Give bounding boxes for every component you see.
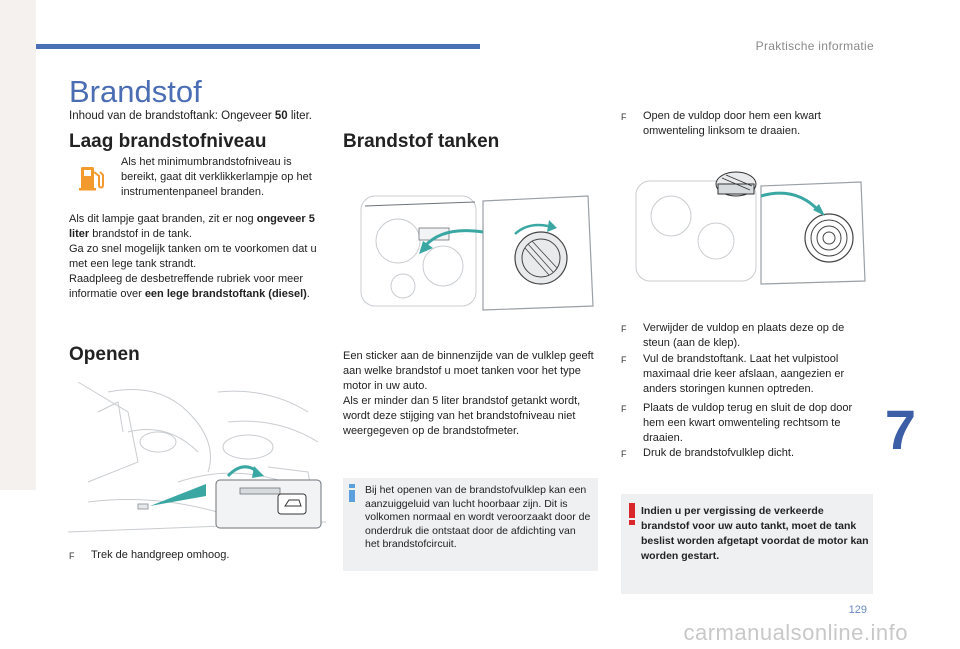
low-fuel-text-2: Ga zo snel mogelijk tanken om te voorkomen dat u met een lege tank strandt. [69, 243, 317, 270]
bullet-marker: F [621, 449, 627, 459]
tank-capacity [69, 110, 312, 122]
page-title: Brandstof [69, 74, 202, 109]
capacity-suffix: liter. [287, 110, 312, 122]
heading-opening: Openen [69, 344, 140, 365]
illustration-fuel-filler-cap [343, 186, 599, 320]
info-icon [349, 484, 355, 502]
illustration-fuel-flap-handle [68, 372, 326, 544]
heading-refuel: Brandstof tanken [343, 131, 500, 152]
step-3-text: Vul de brandstoftank. Laat het vulpistool maximaal drie keer afslaan, aangezien er anders storingen kunnen optreden. [643, 353, 845, 395]
low-fuel-text-1 [69, 212, 325, 242]
bullet-marker: F [621, 404, 627, 414]
low-fuel-p3-a: Raadpleeg de desbetreffende rubriek voor meer informatie over [69, 273, 304, 300]
bullet-marker: F [69, 551, 75, 561]
section-label: Praktische informatie [755, 39, 874, 53]
step-2-text: Verwijder de vuldop en plaats deze op de steun (aan de klep). [643, 322, 845, 349]
bullet-marker: F [621, 355, 627, 365]
heading-low-fuel: Laag brandstofniveau [69, 131, 267, 152]
warning-box [621, 494, 873, 594]
illustration-cap-removal [621, 156, 873, 290]
step-1-text: Open de vuldop door hem een kwart omwenteling linksom te draaien. [643, 110, 821, 137]
opening-step-text: Trek de handgreep omhoog. [91, 549, 230, 561]
capacity-prefix: Inhoud van de brandstoftank: Ongeveer [69, 110, 275, 122]
low-fuel-p1-b: ongeveer 5 liter [69, 213, 315, 240]
fuel-pump-icon [76, 163, 106, 193]
side-strip [0, 0, 36, 490]
low-fuel-intro: Als het minimumbrandstofniveau is bereikt, gaat dit verklikkerlampje op het instrumentenpaneel branden. [121, 156, 312, 198]
step-4 [621, 401, 871, 446]
low-fuel-p3-c: . [306, 288, 310, 300]
warning-text: Indien u per vergissing de verkeerde brandstof voor uw auto tankt, moet de tank beslist worden afgetapt voordat de motor kan worden gestart. [641, 505, 869, 562]
page-number: 129 [848, 604, 867, 616]
info-box [343, 478, 598, 571]
step-5 [621, 446, 871, 462]
bullet-marker: F [621, 324, 627, 334]
low-fuel-p3-b: een lege brandstoftank (diesel) [144, 288, 307, 300]
step-4-text: Plaats de vuldop terug en sluit de dop door hem een kwart omwenteling rechtsom te draaien. [643, 402, 853, 444]
header-bar [36, 44, 480, 49]
refuel-sticker-text: Een sticker aan de binnenzijde van de vulklep geeft aan welke brandstof u moet tanken voor het type motor in uw auto. [343, 350, 594, 392]
watermark: carmanualsonline.info [683, 620, 908, 645]
low-fuel-text-3 [69, 272, 325, 302]
step-5-text: Druk de brandstofvulklep dicht. [643, 447, 795, 459]
info-text: Bij het openen van de brandstofvulklep kan een aanzuiggeluid van lucht hoorbaar zijn. Dit is volkomen normaal en wordt veroorzaakt door de onderdruk die ontstaat door de afdichting van het brandstofcircuit. [365, 484, 591, 550]
opening-step [69, 548, 325, 564]
low-fuel-p1-a: Als dit lampje gaat branden, zit er nog [69, 213, 257, 225]
step-1 [621, 109, 871, 139]
step-3 [621, 352, 871, 397]
chapter-number: 7 [884, 398, 916, 461]
capacity-value: 50 [274, 110, 288, 122]
step-2 [621, 321, 871, 351]
warning-icon [629, 503, 635, 525]
low-fuel-p1-c: brandstof in de tank. [89, 228, 192, 240]
bullet-marker: F [621, 112, 627, 122]
refuel-gauge-text: Als er minder dan 5 liter brandstof getankt wordt, wordt deze stijging van het brandstofniveau niet weergegeven op de brandstofmeter. [343, 395, 581, 437]
